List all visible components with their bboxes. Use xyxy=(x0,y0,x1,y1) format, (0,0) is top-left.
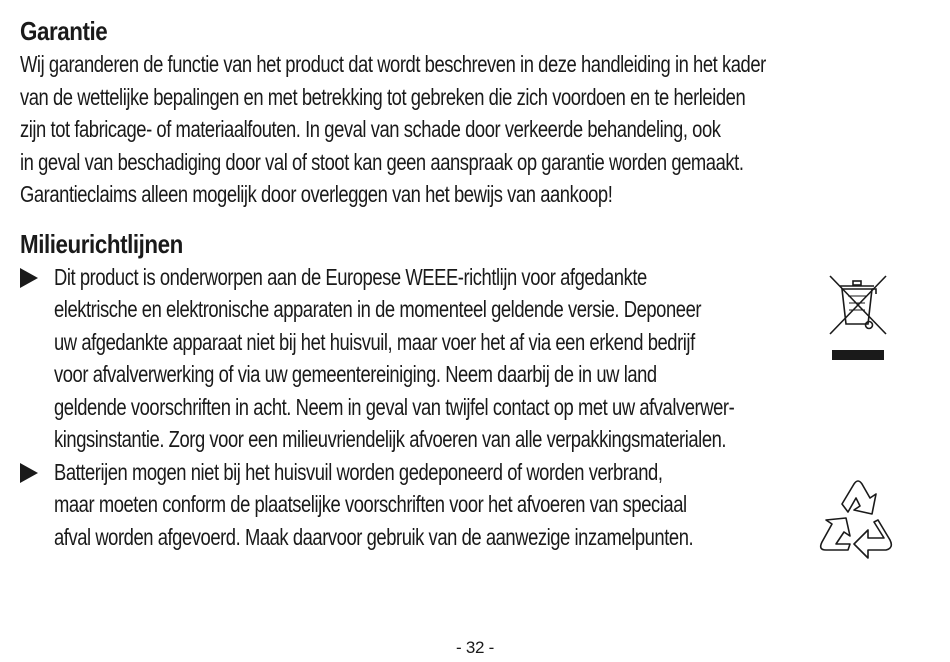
environment-heading: Milieurichtlijnen xyxy=(20,228,183,259)
bullet-line: Dit product is onderworpen aan de Europese WEEE-richtlijn voor afgedankte xyxy=(54,263,647,290)
warranty-line: Wij garanderen de functie van het product dat wordt beschreven in deze handleiding in het kader xyxy=(20,51,766,77)
bullet-line: elektrische en elektronische apparaten in de momenteel geldende versie. Deponeer xyxy=(54,296,702,322)
warranty-line: in geval van beschadiging door val of stoot kan geen aanspraak op garantie worden gemaakt. xyxy=(20,148,744,175)
weee-bullet-text xyxy=(54,261,751,456)
bullet-line: geldende voorschriften in acht. Neem in geval van twijfel contact op met uw afvalverwer- xyxy=(54,393,735,420)
battery-bullet xyxy=(20,456,925,554)
crossed-out-wheelie-bin-icon xyxy=(826,272,890,364)
warranty-heading: Garantie xyxy=(20,16,108,46)
bullet-line: uw afgedankte apparaat niet bij het huisvuil, maar voer het af via een erkend bedrijf xyxy=(54,328,695,355)
bullet-line: afval worden afgevoerd. Maak daarvoor gebruik van de aanwezige inzamelpunten. xyxy=(54,523,694,550)
recycling-icon xyxy=(812,474,904,562)
bullet-line: Batterijen mogen niet bij het huisvuil worden gedeponeerd of worden verbrand, xyxy=(54,458,663,485)
bullet-arrow-icon xyxy=(20,463,38,483)
bullet-line: kingsinstantie. Zorg voor een milieuvriendelijk afvoeren van alle verpakkingsmaterialen. xyxy=(54,426,727,452)
warranty-line: van de wettelijke bepalingen en met betrekking tot gebreken die zich voordoen en te herleiden xyxy=(20,83,746,110)
warranty-section xyxy=(20,14,925,211)
battery-bullet-text xyxy=(54,456,751,554)
page-number: - 32 - xyxy=(456,638,494,657)
bullet-arrow-icon xyxy=(20,268,38,288)
manual-page xyxy=(20,14,925,553)
warranty-line: zijn tot fabricage- of materiaalfouten. In geval van schade door verkeerde behandeling, ook xyxy=(20,116,721,142)
environment-section xyxy=(20,227,925,554)
bullet-line: maar moeten conform de plaatselijke voorschriften voor het afvoeren van speciaal xyxy=(54,491,687,517)
warranty-line: Garantieclaims alleen mogelijk door overleggen van het bewijs van aankoop! xyxy=(20,181,613,207)
weee-bullet xyxy=(20,261,925,456)
bullet-line: voor afvalverwerking of via uw gemeentereiniging. Neem daarbij de in uw land xyxy=(54,361,657,387)
warranty-paragraph xyxy=(20,48,766,211)
